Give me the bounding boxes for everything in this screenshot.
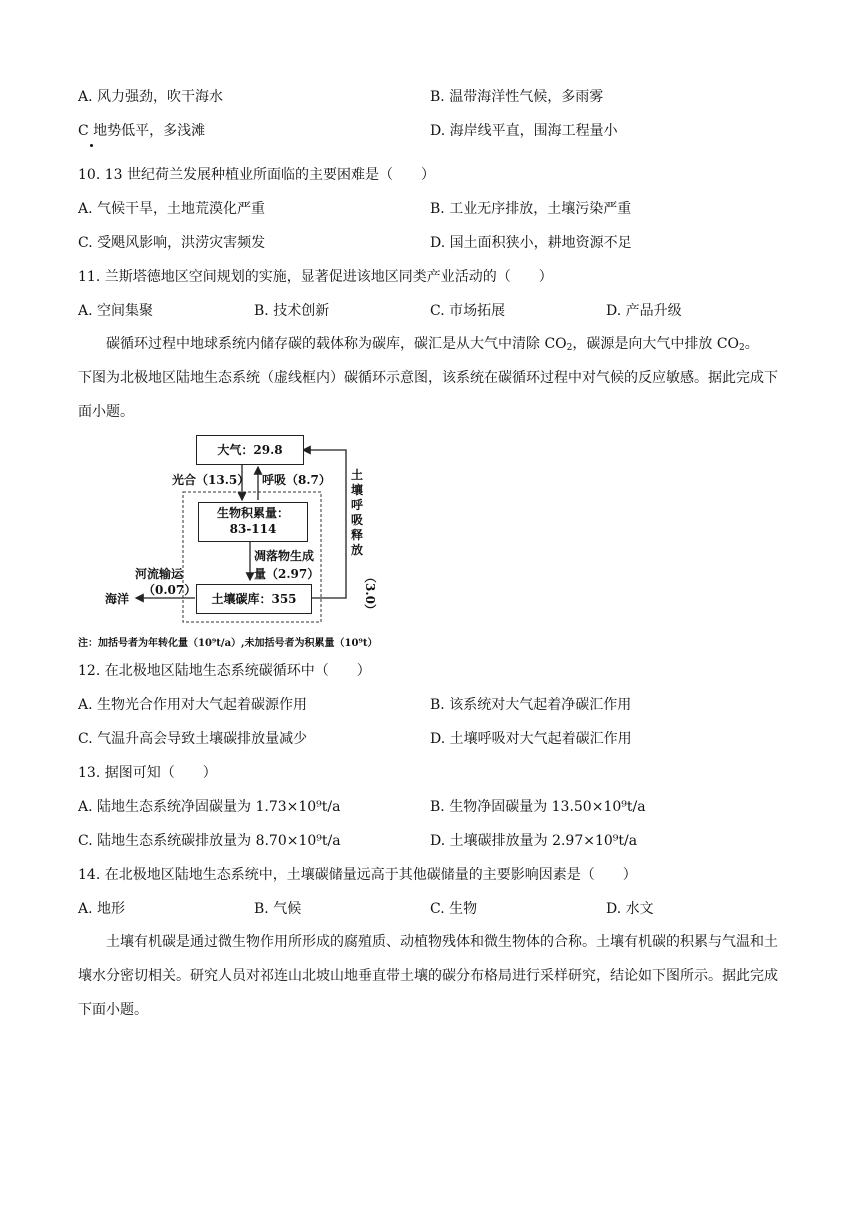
q11-option-d: D. 产品升级	[606, 303, 682, 319]
soil-carbon-box: 土壤碳库：355	[196, 584, 312, 614]
biomass-label: 生物积累量：	[216, 506, 289, 520]
stray-dot	[90, 144, 93, 147]
q10-option-d: D. 国土面积狭小，耕地资源不足	[430, 235, 632, 251]
passage-carbon-cycle-2: 下图为北极地区陆地生态系统（虚线框内）碳循环示意图，该系统在碳循环过程中对气候的反应敏感。据此完成下面小题。	[78, 370, 778, 420]
carbon-cycle-diagram	[100, 430, 430, 650]
q9-option-b: B. 温带海洋性气候，多雨雾	[430, 89, 604, 105]
q12-option-d: D. 土壤呼吸对大气起着碳汇作用	[430, 731, 632, 747]
q10-option-b: B. 工业无序排放，土壤污染严重	[430, 201, 632, 217]
q9-option-c: C 地势低平，多浅滩	[78, 123, 206, 139]
biomass-value: 83-114	[229, 522, 277, 536]
q14-option-b: B. 气候	[254, 901, 302, 917]
litter-label-2: 量（2.97）	[254, 567, 320, 581]
respiration-label: 呼吸（8.7）	[262, 473, 331, 487]
q14-option-d: D. 水文	[606, 901, 654, 917]
passage-soil-carbon: 土壤有机碳是通过微生物作用所形成的腐殖质、动植物残体和微生物体的合称。土壤有机碳的积累与气温和土壤水分密切相关。研究人员对祁连山北坡山地垂直带土壤的碳分布格局进行采样研究，结论如下图所示。据此完成下面小题。	[78, 934, 778, 1018]
q13-stem: 13. 据图可知（ ）	[78, 765, 217, 781]
q14-option-c: C. 生物	[430, 901, 478, 917]
q13-option-c: C. 陆地生态系统碳排放量为 8.70×10⁹t/a	[78, 833, 341, 849]
passage-carbon-cycle: 碳循环过程中地球系统内储存碳的载体称为碳库，碳汇是从大气中清除 $CO_2$，碳源是向大气中排放 $CO_2$。	[106, 336, 759, 353]
q9-option-a: A. 风力强劲，吹干海水	[78, 89, 224, 105]
q11-option-c: C. 市场拓展	[430, 303, 506, 319]
q10-stem: 10. 13 世纪荷兰发展种植业所面临的主要困难是（ ）	[78, 167, 435, 183]
q11-stem: 11. 兰斯塔德地区空间规划的实施，显著促进该地区同类产业活动的（ ）	[78, 269, 553, 285]
atmosphere-box: 大气：29.8	[196, 435, 304, 465]
soil-respiration-label: 土 壤 呼 吸 释 放	[350, 468, 363, 557]
photosynthesis-label: 光合（13.5）	[172, 473, 250, 487]
q12-stem: 12. 在北极地区陆地生态系统碳循环中（ ）	[78, 663, 371, 679]
soil-respiration-value: （3.0）	[363, 571, 377, 616]
q12-option-b: B. 该系统对大气起着净碳汇作用	[430, 697, 632, 713]
q14-stem: 14. 在北极地区陆地生态系统中，土壤碳储量远高于其他碳储量的主要影响因素是（ ）	[78, 867, 637, 883]
q10-option-c: C. 受飓风影响，洪涝灾害频发	[78, 235, 266, 251]
biomass-box	[198, 502, 308, 542]
q11-option-b: B. 技术创新	[254, 303, 330, 319]
q13-option-b: B. 生物净固碳量为 13.50×10⁹t/a	[430, 799, 646, 815]
river-label-1: 河流输运	[135, 567, 184, 581]
q13-option-a: A. 陆地生态系统净固碳量为 1.73×10⁹t/a	[78, 799, 341, 815]
litter-label-1: 凋落物生成	[254, 549, 315, 563]
ocean-label: 海洋	[105, 592, 130, 606]
q14-option-a: A. 地形	[78, 901, 126, 917]
q10-option-a: A. 气候干旱，土地荒漠化严重	[78, 201, 266, 217]
q11-option-a: A. 空间集聚	[78, 303, 154, 319]
q13-option-d: D. 土壤碳排放量为 2.97×10⁹t/a	[430, 833, 638, 849]
q12-option-a: A. 生物光合作用对大气起着碳源作用	[78, 697, 308, 713]
q9-option-d: D. 海岸线平直，围海工程量小	[430, 123, 618, 139]
q12-option-c: C. 气温升高会导致土壤碳排放量减少	[78, 731, 308, 747]
river-label-2: （0.07）	[143, 583, 197, 597]
diagram-note: 注：加括号者为年转化量（10⁹t/a）,未加括号者为积累量（10⁹t）	[78, 638, 378, 649]
